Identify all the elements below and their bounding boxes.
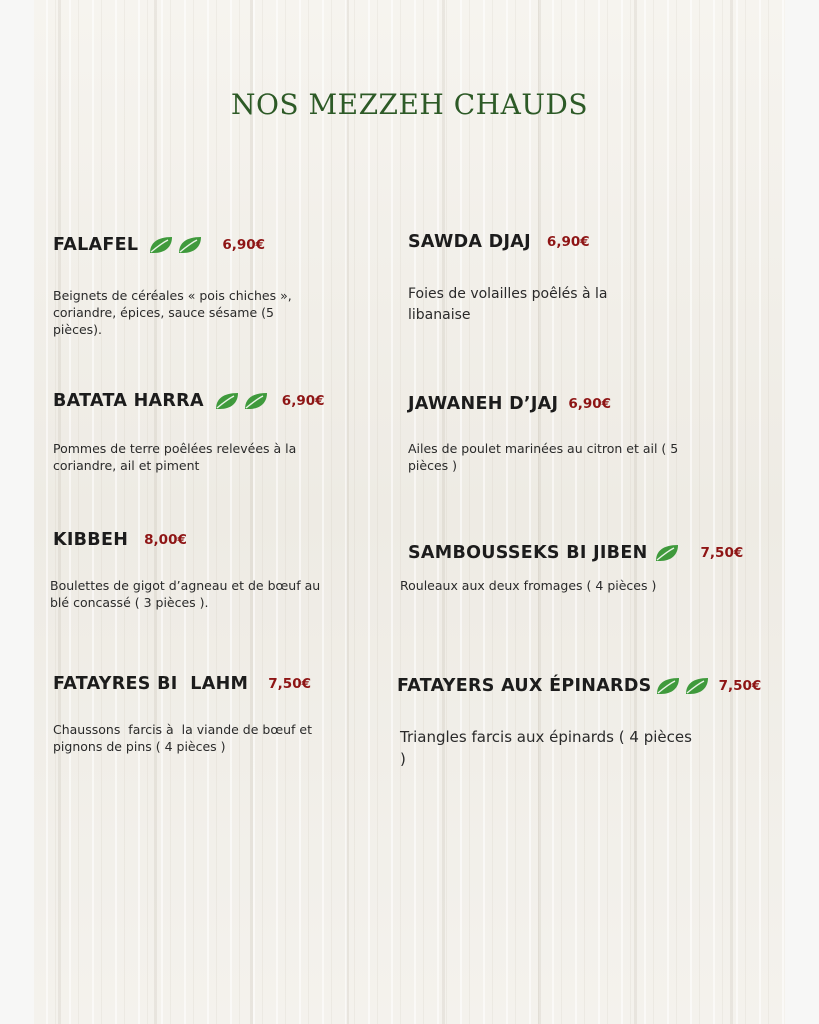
item-price: 8,00€ (144, 532, 187, 548)
item-name: BATATA HARRA (53, 391, 204, 411)
vegetarian-badge (148, 235, 206, 255)
page-margin-right (785, 0, 819, 1024)
item-name: KIBBEH (53, 530, 129, 550)
page-margin-left (0, 0, 34, 1024)
item-name: JAWANEH D’JAJ (408, 394, 559, 414)
item-price: 7,50€ (700, 545, 744, 561)
item-description: Foies de volailles poêlés à la libanaise (408, 286, 608, 323)
item-description: Ailes de poulet marinées au citron et ail ( 5 pièces ) (408, 441, 679, 473)
item-description: Rouleaux aux deux fromages ( 4 pièces ) (400, 578, 657, 593)
item-name: FATAYERS AUX ÉPINARDS (397, 676, 652, 696)
leaf-icon (243, 391, 269, 411)
leaf-icon (148, 235, 174, 255)
item-price: 6,90€ (546, 234, 590, 250)
menu-item-kibbeh (50, 530, 321, 610)
leaf-icon (177, 235, 203, 255)
item-price: 7,50€ (268, 676, 311, 692)
item-price: 6,90€ (281, 393, 325, 409)
item-price: 6,90€ (222, 237, 266, 253)
vegetarian-badge (214, 391, 272, 411)
vegetarian-badge (655, 676, 713, 696)
leaf-icon (214, 391, 240, 411)
vegetarian-badge (654, 543, 683, 563)
menu-item-sawda-djaj (408, 232, 608, 323)
menu-item-sambousseks-bi-jiben (400, 543, 744, 593)
menu-item-fatayers-aux-epinards (397, 676, 762, 768)
menu-section-title: NOS MEZZEH CHAUDS (230, 88, 589, 121)
item-name: SAWDA DJAJ (408, 232, 531, 252)
item-name: FALAFEL (53, 235, 139, 255)
menu-item-batata-harra (53, 391, 325, 473)
item-description: Boulettes de gigot d’agneau et de bœuf au blé concassé ( 3 pièces ). (50, 578, 321, 610)
leaf-icon (655, 676, 681, 696)
leaf-icon (684, 676, 710, 696)
menu-item-falafel (53, 235, 292, 337)
menu-item-jawaneh-djaj (408, 394, 679, 473)
menu-item-fatayres-bi-lahm (53, 674, 316, 754)
item-name: FATAYRES BI LAHM (53, 674, 249, 694)
item-description: Beignets de céréales « pois chiches », coriandre, épices, sauce sésame (5 pièces). (53, 288, 292, 337)
item-description: Pommes de terre poêlées relevées à la coriandre, ail et piment (53, 441, 297, 473)
item-description: Chaussons farcis à la viande de bœuf et pignons de pins ( 4 pièces ) (53, 722, 316, 754)
item-price: 6,90€ (568, 396, 612, 412)
item-price: 7,50€ (718, 678, 762, 694)
item-description: Triangles farcis aux épinards ( 4 pièces ) (400, 728, 692, 768)
leaf-icon (654, 543, 680, 563)
item-name: SAMBOUSSEKS BI JIBEN (408, 543, 648, 563)
